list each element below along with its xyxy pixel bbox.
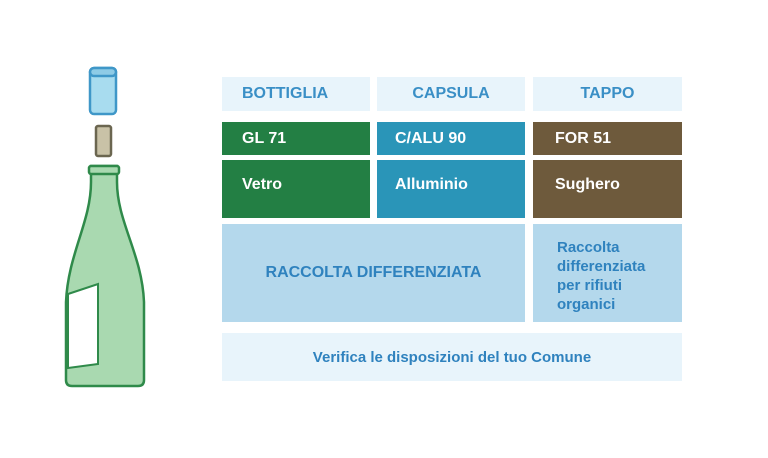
cork-icon <box>96 126 111 156</box>
material-bottiglia: Vetro <box>222 160 370 218</box>
material-capsula: Alluminio <box>377 160 525 218</box>
footer-note: Verifica le disposizioni del tuo Comune <box>222 333 682 381</box>
capsule-icon <box>90 68 116 114</box>
disposal-differenziata: RACCOLTA DIFFERENZIATA <box>222 224 525 322</box>
header-capsula: CAPSULA <box>377 77 525 111</box>
code-bottiglia: GL 71 <box>222 122 370 155</box>
code-tappo: FOR 51 <box>533 122 682 155</box>
wine-bottle-illustration <box>60 62 150 392</box>
header-bottiglia: BOTTIGLIA <box>222 77 370 111</box>
disposal-organici: Raccolta differenziata per rifiuti organici <box>533 224 682 322</box>
code-capsula: C/ALU 90 <box>377 122 525 155</box>
header-tappo: TAPPO <box>533 77 682 111</box>
material-tappo: Sughero <box>533 160 682 218</box>
bottle-icon <box>66 166 144 386</box>
